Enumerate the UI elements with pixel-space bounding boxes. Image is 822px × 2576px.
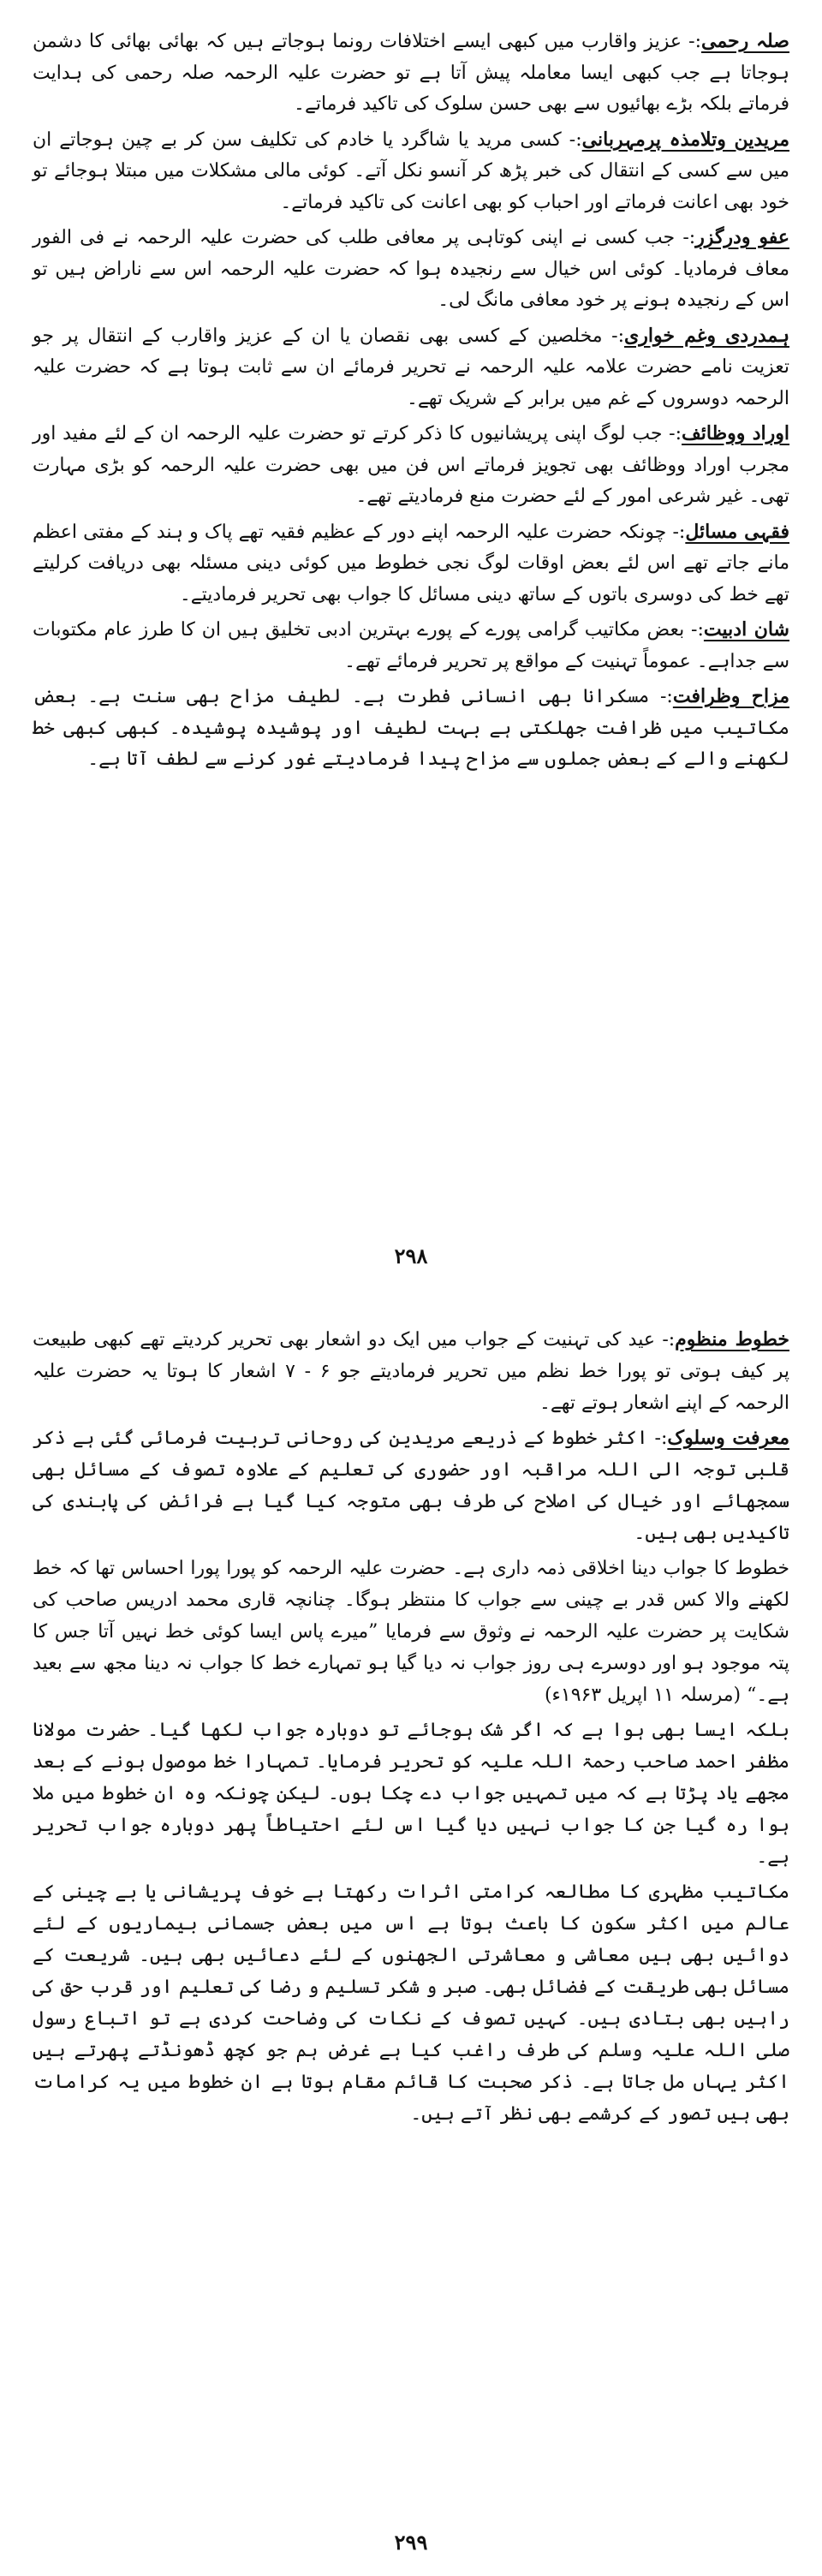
paragraph-body: بلکہ ایسا بھی ہوا ہے کہ اگر شک ہوجائے تو دوبارہ جواب لکھا گیا۔ حضرت مولانا مظفر احمد صاحب رحمۃ اللہ علیہ کو تحریر فرمایا۔ تمہارا خط موصول ہونے کے بعد مجھے یاد پڑتا ہے کہ میں تمہیں جواب دے چکا ہوں۔ لیکن چونکہ وہ ان خطوط میں ملا ہوا رہ گیا جن کا جواب نہیں دیا گیا اس لئے احتیاطاً پھر دوبارہ جواب تحریر ہے۔ bbox=[33, 1720, 789, 1868]
section-khutut-manzoom bbox=[33, 1324, 789, 1419]
section-body: :- چونکہ حضرت علیہ الرحمہ اپنے دور کے عظیم فقیہ تھے پاک و ہند کے مفتی اعظم مانے جاتے تھے اس لئے بعض اوقات لوگ نجی خطوط میں کوئی دینی مسئلہ بھی دریافت کرلیتے تھے خط کی دوسری باتوں کے ساتھ دینی مسائل کا جواب بھی تحریر فرمادیتے۔ bbox=[33, 521, 789, 605]
section-body: :- جب کسی نے اپنی کوتاہی پر معافی طلب کی حضرت علیہ الرحمہ نے فی الفور معاف فرمادیا۔ کوئی اس خیال سے رنجیدہ ہوا کہ حضرت علیہ الرحمہ اس سے ناراض ہیں تو اس کے رنجیدہ ہونے پر خود معافی مانگ لی۔ bbox=[33, 227, 789, 311]
section-adabiyat bbox=[33, 614, 789, 677]
page-298-text bbox=[33, 26, 789, 779]
section-body: :- عزیز واقارب میں کبھی ایسے اختلافات رونما ہوجاتے ہیں کہ بھائی بھائی کا دشمن ہوجاتا ہے جب کبھی ایسا معاملہ پیش آتا ہے تو حضرت علیہ الرحمہ صلہ رحمی کی ہدایت فرماتے بلکہ بڑے بھائیوں سے بھی حسن سلوک کی تاکید فرماتے۔ bbox=[33, 31, 789, 115]
section-heading: ہمدردی وغم خواری bbox=[624, 324, 790, 347]
section-heading: شان ادبیت bbox=[703, 618, 789, 641]
section-heading: خطوط منظوم bbox=[675, 1328, 789, 1351]
section-marifat bbox=[33, 1422, 789, 1549]
paragraph-body: مکاتیب مظہری کا مطالعہ کرامتی اثرات رکھتا ہے خوف پریشانی یا بے چینی کے عالم میں اکثر سکون کا باعث ہوتا ہے اس میں بعض جسمانی بیماریوں کے لئے دوائیں بھی ہیں معاشی و معاشرتی الجھنوں کے لئے دعائیں بھی ہیں۔ شریعت کے مسائل بھی طریقت کے فضائل بھی۔ صبر و شکر تسلیم و رضا کی تعلیم اور قرب حق کی راہیں بھی بتادی ہیں۔ کہیں تصوف کے نکات کی وضاحت کردی ہے تو اتباع رسول صلی اللہ علیہ وسلم کی طرف راغب کیا ہے غرض ہم جو کچھ ڈھونڈتے پھرتے ہیں اکثر یہاں مل جاتا ہے۔ ذکر صحبت کا قائم مقام ہوتا ہے ان خطوط میں یہ کرامات بھی ہیں تصور کے کرشمے بھی نظر آتے ہیں۔ bbox=[33, 1881, 789, 2125]
section-body: :- اکثر خطوط کے ذریعے مریدین کی روحانی تربیت فرمائی گئی ہے ذکر قلبی توجہ الی اللہ مراقبہ اور حضوری کی تعلیم کے علاوہ تصوف کے مسائل بھی سمجھائے اور خیال کی اصلاح کی طرف بھی متوجہ کیا گیا ہے فرائض کی پابندی کی تاکیدیں بھی ہیں۔ bbox=[33, 1428, 789, 1544]
page-number: ۲۹۹ bbox=[394, 2530, 428, 2555]
section-fiqhi bbox=[33, 516, 789, 611]
page-299-text bbox=[33, 1324, 789, 2133]
page-number: ۲۹۸ bbox=[394, 1243, 428, 1268]
section-body: :- جب لوگ اپنی پریشانیوں کا ذکر کرتے تو حضرت علیہ الرحمہ ان کے لئے مفید اور مجرب اوراد ووظائف بھی تجویز فرماتے اس فن میں بھی حضرت علیہ الرحمہ کو بڑی مہارت تھی۔ غیر شرعی امور کے لئے حضرت منع فرمادیتے تھے۔ bbox=[33, 423, 789, 507]
section-aurad bbox=[33, 418, 789, 513]
paragraph-dobara bbox=[33, 1714, 789, 1873]
paragraph-jawab bbox=[33, 1553, 789, 1711]
section-body: :- مخلصین کے کسی بھی نقصان یا ان کے عزیز واقارب کے انتقال پر جو تعزیت نامے حضرت علامہ علیہ الرحمہ نے تحریر فرمائے ان سے ثابت ہوتا ہے کہ حضرت علیہ الرحمہ دوسروں کے غم میں برابر کے شریک تھے۔ bbox=[33, 325, 789, 409]
section-afw bbox=[33, 222, 789, 317]
section-heading: مزاح وظرافت bbox=[672, 685, 789, 707]
section-body: :- مسکرانا بھی انسانی فطرت ہے۔ لطیف مزاح بھی سنت ہے۔ بعض مکاتیب میں ظرافت جھلکتی ہے بہت لطیف اور پوشیدہ پوشیدہ۔ کبھی کبھی خط لکھنے والے کے بعض جملوں سے مزاح پیدا فرمادیتے غور کرنے سے لطف آتا ہے۔ bbox=[33, 686, 789, 770]
section-body: :- عید کی تہنیت کے جواب میں ایک دو اشعار بھی تحریر کردیتے تھے کبھی طبیعت پر کیف ہوتی تو پورا خط نظم میں تحریر فرمادیتے جو ۶ - ۷ اشعار کا ہوتا یہ حضرت علیہ الرحمہ کے اپنے اشعار ہوتے تھے۔ bbox=[33, 1329, 790, 1414]
section-body: :- بعض مکاتیب گرامی پورے کے پورے بہترین ادبی تخلیق ہیں ان کا طرز عام مکتوبات سے جداہے۔ عموماً تہنیت کے مواقع پر تحریر فرمائے تھے۔ bbox=[33, 619, 789, 672]
section-heading: عفو ودرگزر bbox=[695, 226, 790, 248]
section-body: :- کسی مرید یا شاگرد یا خادم کی تکلیف سن کر بے چین ہوجاتے ان میں سے کسی کے انتقال کی خبر پڑھ کر آنسو نکل آتے۔ کوئی مالی مشکلات میں مبتلا ہوجائے تو خود بھی اعانت فرماتے اور احباب کو بھی اعانت کی تاکید فرماتے۔ bbox=[33, 128, 789, 213]
section-mureedeen bbox=[33, 124, 789, 219]
page-299 bbox=[0, 1288, 822, 2576]
paragraph-makatib bbox=[33, 1876, 789, 2130]
section-heading: معرفت وسلوک bbox=[667, 1427, 789, 1449]
paragraph-body: خطوط کا جواب دینا اخلاقی ذمہ داری ہے۔ حضرت علیہ الرحمہ کو پورا پورا احساس تھا کہ خط لکھنے والا کس قدر بے چینی سے جواب کا منتظر ہوگا۔ چنانچہ قاری محمد ادریس صاحب کی شکایت پر حضرت علیہ الرحمہ نے وثوق سے فرمایا ”میرے پاس ایسا کوئی خط نہیں آتا جس کا پتہ موجود ہو اور دوسرے ہی روز جواب نہ دیا گیا ہو تمہارے خط کا جواب نہ دینا مجھ سے بعید ہے۔“ (مرسلہ ۱۱ اپریل ۱۹۶۳ء) bbox=[33, 1558, 789, 1706]
section-heading: صلہ رحمی bbox=[701, 30, 789, 52]
section-heading: فقہی مسائل bbox=[685, 520, 789, 543]
section-heading: مریدین وتلامذہ پرمہربانی bbox=[581, 128, 789, 151]
section-hamdardi bbox=[33, 320, 789, 415]
section-sila-rehmi bbox=[33, 26, 789, 121]
section-mizah bbox=[33, 681, 789, 776]
section-heading: اوراد ووظائف bbox=[682, 422, 790, 444]
